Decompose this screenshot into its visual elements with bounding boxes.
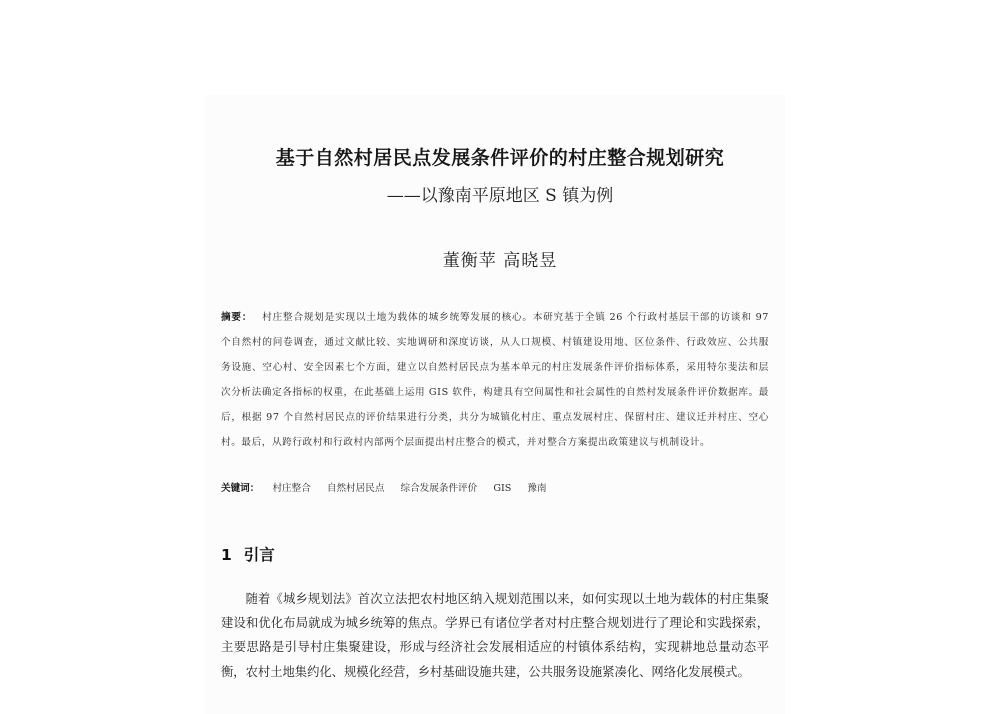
keyword-item: 综合发展条件评价 [400, 483, 478, 494]
paper-subtitle: ——以豫南平原地区 S 镇为例 [386, 186, 614, 206]
keywords-block [221, 478, 769, 500]
abstract-text: 村庄整合规划是实现以土地为载体的城乡统筹发展的核心。本研究基于全镇 26 个行政村基层干部的访谈和 97 个自然村的问卷调查，通过文献比较、实地调研和深度访谈，从人口规模、村镇建设用地、区位条件、行政效应、公共服务设施、空心村、安全因素七个方面，建立以自然村居民点为基本单元的村庄发展条件评价指标体系，采用特尔斐法和层次分析法确定各指标的权重，在此基础上运用 GIS 软件，构建具有空间属性和社会属性的自然村发展条件评价数据库。最后，根据 97 个自然村居民点的评价结果进行分类，共分为城镇化村庄、重点发展村庄、保留村庄、建议迁并村庄、空心村。最后，从跨行政村和行政村内部两个层面提出村庄整合的模式，并对整合方案提出政策建议与机制设计。 [221, 312, 769, 448]
paper-title: 基于自然村居民点发展条件评价的村庄整合规划研究 [275, 147, 725, 169]
intro-paragraph: 随着《城乡规划法》首次立法把农村地区纳入规划范围以来，如何实现以土地为载体的村庄集聚建设和优化布局就成为城乡统筹的焦点。学界已有诸位学者对村庄整合规划进行了理论和实践探索，主要思路是引导村庄集聚建设，形成与经济社会发展相适应的村镇体系结构，实现耕地总量动态平衡，农村土地集约化、规模化经营，乡村基础设施共建，公共服务设施紧凑化、网络化发展模式。 [221, 592, 769, 679]
abstract-label: 摘要： [221, 312, 253, 323]
paper-authors: 董衡苹 高晓昱 [442, 251, 558, 271]
keyword-item: 豫南 [527, 483, 547, 494]
keyword-item: GIS [493, 483, 512, 494]
keyword-item: 自然村居民点 [326, 483, 385, 494]
keywords-label: 关键词： [221, 483, 260, 494]
section-title: 引言 [243, 546, 275, 564]
section-number: 1 [221, 546, 232, 564]
section-heading [221, 543, 275, 565]
keyword-item: 村庄整合 [272, 483, 311, 494]
abstract-block [221, 305, 769, 455]
